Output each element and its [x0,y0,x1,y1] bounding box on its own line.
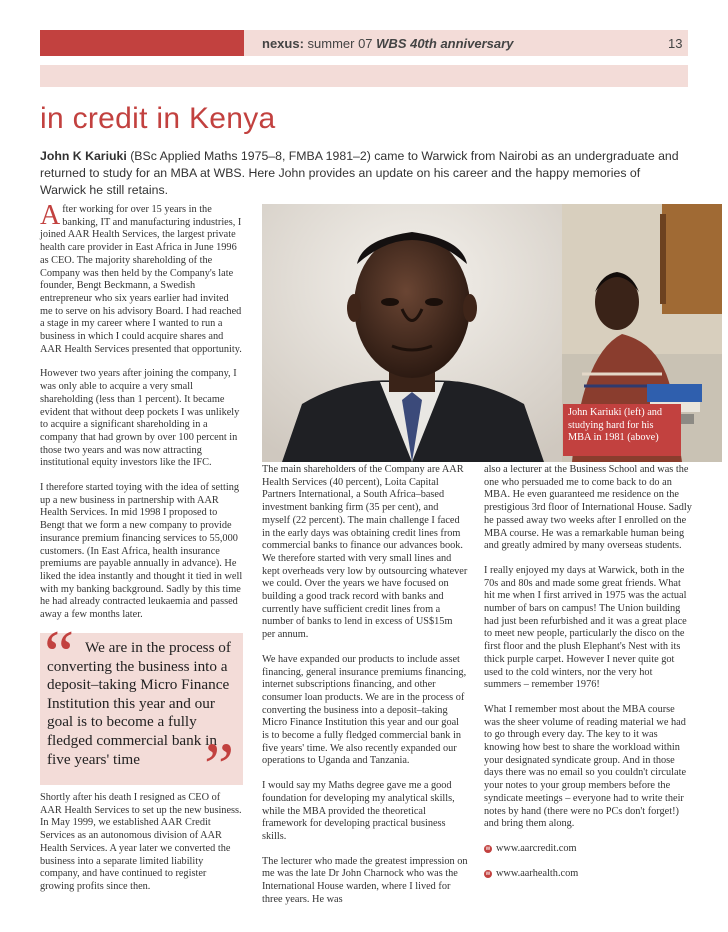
photo-caption: John Kariuki (left) and studying hard for his MBA in 1981 (above) [568,407,663,443]
paragraph: I really enjoyed my days at Warwick, both in the 70s and 80s and made some great friends. What hit me when I first arrived in 1975 was the actual number of bars on campus! The Union building had just been refurbished and it was a great place to meet new people, particularly the disco on the first floor and the plush Elephant's Nest with its thick purple carpet. However I never quite got used to the cold winters, nor the very hot summers – remember 1976! [484,564,687,691]
paragraph: I would say my Maths degree gave me a good foundation for developing my analytical skills, while the MBA provided the theoretical framework for developing practical business skills. [262,780,455,842]
standfirst-text: (BSc Applied Maths 1975–8, FMBA 1981–2) came to Warwick from Nairobi as an undergraduate and returned to study for an MBA at WBS. Here John provides an update on his career and the happy memories of Warwick he still retains. [40,149,679,197]
pull-quote-text: We are in the process of converting the business into a deposit–taking Micro Finance Institution this year and our goal is to become a fully fledged commercial bank in five years' time [47,639,231,768]
column-2 [262,464,468,919]
column-1-continued [40,792,243,906]
header-accent-block [40,30,244,56]
page-number: 13 [668,36,683,51]
close-quote-mark: ” [204,728,235,804]
paragraph: However two years after joining the company, I was only able to acquire a very small shareholding (less than 1 percent). It became evident that without deep pockets I was unlikely to acquire a significant shareholding in a company that had grown by over 100 percent in those two years and was now attracting institutional equity investors like the IFC. [40,368,240,469]
column-3 [484,464,692,892]
article-standfirst [40,148,688,199]
paragraph: The lecturer who made the greatest impression on me was the late Dr John Charnock who was the International House warden, where I lived for three years. He was [262,855,468,905]
column-1 [40,200,243,634]
issue-label: summer 07 [303,36,377,51]
paragraph: What I remember most about the MBA course was the sheer volume of reading material we had to go through every day. The key to it was knowing how best to share the workload within your designated syndicate group. And in those days there was no email so you couldn't circulate your notes to your group members before the syndicate meetings – everyone had to write their notes by hand (there were no PCs don't forget!) and bring them along. [484,703,687,830]
drop-cap: A [40,200,61,231]
web-icon: w [485,845,491,853]
open-quote-mark: “ [44,616,75,692]
title-band [40,65,688,87]
paragraph: I therefore started toying with the idea of setting up a new business in partnership with AAR Health Services. In mid 1998 I proposed to Bengt that we form a new company to provide insurance premium financing services to 55,000 customers. (In East Africa, health insurance premiums are payable annually in advance). He liked the idea instantly and thought it tied in well with my banking background. Sadly by this time he had already contracted leukaemia and passed away a few months later. [40,482,243,621]
paragraph: The main shareholders of the Company are AAR Health Services (40 percent), Loita Capital Partners International, a South Africa–based investment banking firm (35 per cent), and myself (22 percent). The main challenge I faced in the early days was obtaining credit lines from commercial banks to finance our advances book. We therefore started with very small lines and kept overheads very low by outsourcing whatever we could. Over the years we have focused on building a good track record with banks and currently have sufficient credit lines from a number of banks to lend in excess of US$15m per annum. [262,464,468,641]
paragraph: We have expanded our products to include asset financing, general insurance premiums financing, internet subscriptions financing, and other consumer loan products. We are in the process of converting the business into a deposit–taking Micro Finance Institution this year and our goal is to become a fully fledged commercial bank in five years' time. We also recently expanded our operations to Uganda and Tanzania. [262,653,467,767]
paragraph: After working for over 15 years in the banking, IT and manufacturing industries, I joined AAR Health Services, the largest private health care provider in East Africa in June 1996 as CEO. The majority shareholding of the Company was then held by the Company's late founder, Bengt Beckmann, a Swedish entrepreneur who six years earlier had invited me to serve on his advisory Board. I had reached a stage in my career where I wanted to run a business in which I could acquire shares and AAR Health Services presented that opportunity. [40,200,242,355]
anniversary-label: WBS 40th anniversary [376,36,514,51]
running-header [262,36,513,51]
paragraph: also a lecturer at the Business School and was the one who persuaded me to come back to do an MBA. He even guaranteed me residence on the prestigious 3rd floor of International House. Sadly he passed away two weeks after I enrolled on the MBA course. He was a remarkable human being and greatly admired by many overseas students. [484,464,692,552]
portrait-photo [262,204,562,462]
author-name: John K Kariuki [40,149,127,163]
article-title: in credit in Kenya [40,102,276,135]
weblink-aarcredit[interactable]: w www.aarcredit.com [485,842,577,854]
weblink-aarhealth[interactable]: w www.aarhealth.com [485,867,579,879]
paragraph: Shortly after his death I resigned as CEO of AAR Health Services to set up the new business. In May 1999, we established AAR Credit Services as an autonomous division of AAR Health Services. A year later we converted the business into a separate limited liability company, and have continued to register growing profits since then. [40,792,242,892]
magazine-name: nexus: [262,36,304,51]
web-icon: w [485,870,491,878]
